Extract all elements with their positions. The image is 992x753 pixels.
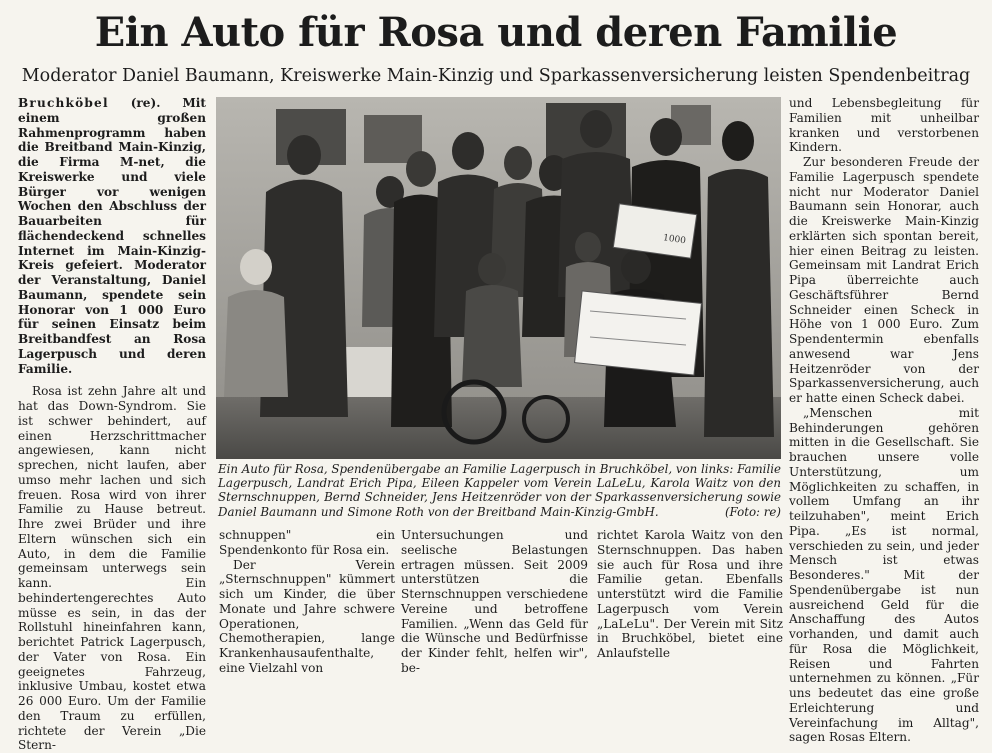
text-column-2 xyxy=(219,528,395,676)
text-column-4 xyxy=(597,528,783,661)
text-column-3 xyxy=(401,528,588,676)
article-photo xyxy=(216,97,781,459)
article-subheadline: Moderator Daniel Baumann, Kreiswerke Main-Kinzig und Sparkassenversicherung leisten Spendenbeitrag xyxy=(21,66,971,86)
photo-caption xyxy=(218,462,781,519)
body-paragraph: Untersuchungen und seelische Belastungen ertragen müssen. Seit 2009 unterstützen die Sternschnuppen verschiedene Vereine und betroffene Familien. „Wenn das Geld für die Wünsche und Bedürfnisse der Kinder fehlt, helfen wir", be- xyxy=(401,528,588,675)
dateline: Bruchköbel xyxy=(18,96,109,110)
body-paragraph: schnuppen" ein Spendenkonto für Rosa ein. xyxy=(219,528,395,557)
donation-check-small-text: 1000 xyxy=(662,233,687,247)
photo-credit: (Foto: re) xyxy=(724,504,781,519)
body-paragraph: „Menschen mit Behinderungen gehören mitten in die Gesellschaft. Sie brauchen unsere volle Unterstützung, um Möglichkeiten zu schaffen, in vollem Umfang an ihr teilzuhaben", meint Erich Pipa. „Es ist normal, verschieden zu sein, und jeder Mensch ist etwas Besonderes." Mit der Spendenübergabe ist nun ausreichend Geld für die Anschaffung des Autos vorhanden, und damit auch für Rosa die Möglichkeit, Reisen und Fahrten unternehmen zu können. „Für uns bedeutet das eine große Erleichterung und Vereinfachung im Alltag", sagen Rosas Eltern. xyxy=(789,405,979,745)
text-column-5 xyxy=(789,96,979,745)
body-paragraph: Zur besonderen Freude der Familie Lagerpusch spendete nicht nur Moderator Daniel Baumann sein Honorar, auch die Kreiswerke Main-Kinzig erklärten sich spontan bereit, hier einen Beitrag zu leisten. Gemeinsam mit Landrat Erich Pipa überreichte auch Geschäftsführer Bernd Schneider einen Scheck in Höhe von 1 000 Euro. Zum Spendentermin ebenfalls anwesend war Jens Heitzenröder von der Sparkassenversicherung, auch er hatte einen Scheck dabei. xyxy=(789,155,979,405)
photo-caption-text: Ein Auto für Rosa, Spendenübergabe an Familie Lagerpusch in Bruchköbel, von links: Familie Lagerpusch, Landrat Erich Pipa, Eileen Kappeler vom Verein LaLeLu, Karola Waitz von den Sternschnuppen, Bernd Schneider, Jens Heitzenröder von der Sparkassenversicherung sowie Daniel Baumann und Simone Roth von der Breitband Main-Kinzig-GmbH. xyxy=(218,462,781,519)
body-paragraph: richtet Karola Waitz von den Sternschnuppen. Das haben sie auch für Rosa und ihre Familie getan. Ebenfalls unterstützt wird die Familie Lagerpusch vom Verein „LaLeLu". Der Verein mit Sitz in Bruchköbel, bietet eine Anlaufstelle xyxy=(597,528,783,660)
body-paragraph: Der Verein „Sternschnuppen" kümmert sich um Kinder, die über Monate und Jahre schwere Operationen, Chemotherapien, lange Krankenhausaufenthalte, eine Vielzahl von xyxy=(219,557,395,675)
article-headline: Ein Auto für Rosa und deren Familie xyxy=(94,9,898,56)
dateline-source: (re). xyxy=(130,96,161,110)
body-paragraph: und Lebensbegleitung für Familien mit unheilbar kranken und verstorbenen Kindern. xyxy=(789,96,979,155)
group-photo-illustration xyxy=(216,97,781,459)
body-paragraph: Rosa ist zehn Jahre alt und hat das Down-Syndrom. Sie ist schwer behindert, auf einen Herzschrittmacher angewiesen, kann nicht sprechen, nicht laufen, aber umso mehr lachen und sich freuen. Rosa wird von ihrer Familie zu Hause betreut. Ihre zwei Brüder und ihre Eltern wünschen sich ein Auto, in dem die Familie gemeinsam unterwegs sein kann. Ein behindertengerechtes Auto müsse es sein, in das der Rollstuhl hineinfahren kann, berichtet Patrick Lagerpusch, der Vater von Rosa. Ein geeignetes Fahrzeug, inklusive Umbau, kostet etwa 26 000 Euro. Um der Familie den Traum zu erfüllen, richtete der Verein „Die Stern- xyxy=(18,384,206,753)
donation-check-large xyxy=(575,291,702,375)
text-column-1 xyxy=(18,96,206,753)
lead-text: Mit einem großen Rahmenprogramm haben die Breitband Main-Kinzig, die Firma M-net, die Kreiswerke und viele Bürger vor wenigen Wochen den Abschluss der Bauarbeiten für flächendeckend schnelles Internet im Main-Kinzig-Kreis gefeiert. Moderator der Veranstaltung, Daniel Baumann, spendete sein Honorar von 1 000 Euro für seinen Einsatz beim Breitbandfest an Rosa Lagerpusch und deren Familie. xyxy=(18,96,206,376)
lead-paragraph xyxy=(18,96,206,376)
